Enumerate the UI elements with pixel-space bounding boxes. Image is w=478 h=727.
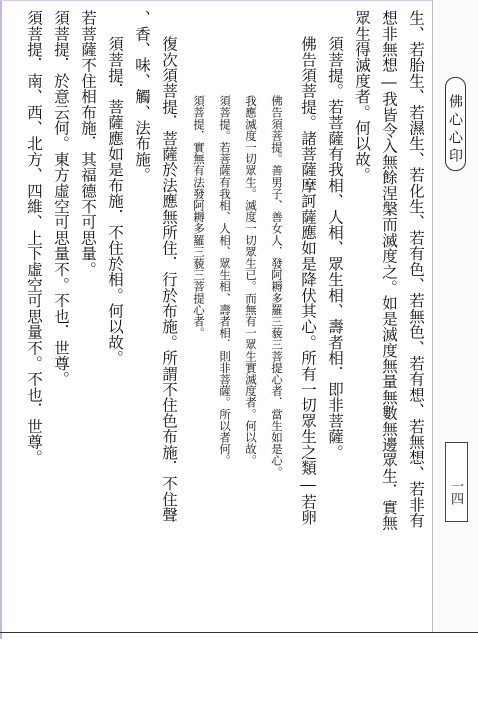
text-column: 佛告須菩提。諸菩薩摩訶薩應如是降伏其心。所有一切眾生之類―若卵 bbox=[299, 36, 317, 526]
text-column: 須菩提。若菩薩有我相、人相、眾生相、壽者相．即非菩薩。 bbox=[326, 36, 344, 460]
text-column: 想非無想―我皆令入無餘涅槃而滅度之。如是滅度無量無數無邊眾生．實無 bbox=[380, 10, 398, 531]
commentary-column: 我應滅度一切眾生。滅度一切眾生已。而無有一眾生實滅度者。何以故。 bbox=[244, 95, 258, 467]
book-title-tab: 佛心心印 bbox=[445, 77, 466, 171]
text-column: 生、若胎生、若濕生、若化生、若有色、若無色、若有想、若無想、若非有 bbox=[407, 10, 425, 529]
page-number: 一四 bbox=[445, 442, 468, 522]
text-column: 若菩薩不住相布施．其福德不可思量。 bbox=[79, 10, 97, 277]
commentary-column: 佛告須菩提。善男子、善女人．發阿耨多羅三藐三菩提心者．當生如是心。 bbox=[270, 95, 284, 478]
text-column: 須菩提．菩薩應如是布施．不住於相。何以故。 bbox=[106, 36, 124, 366]
text-column: 復次須菩提．菩薩於法應無所住．行於布施。所謂不住色布施．不住聲 bbox=[160, 36, 178, 523]
commentary-column: 須菩提．實無有法發阿耨多羅三藐三菩提心者。 bbox=[192, 95, 206, 339]
text-column: 須菩提．南、西、北方、四維、上下虛空可思量不。不也．世尊。 bbox=[25, 10, 43, 466]
commentary-column: 須菩提。若菩薩有我相、人相、眾生相、壽者相．則非菩薩。所以者何。 bbox=[218, 95, 232, 467]
text-column: 、香、味、觸、法布施。 bbox=[133, 10, 151, 183]
text-column: 眾生得滅度者。何以故。 bbox=[353, 10, 371, 183]
text-column: 須菩提．於意云何。東方虛空可思量不。不也．世尊。 bbox=[52, 10, 70, 387]
